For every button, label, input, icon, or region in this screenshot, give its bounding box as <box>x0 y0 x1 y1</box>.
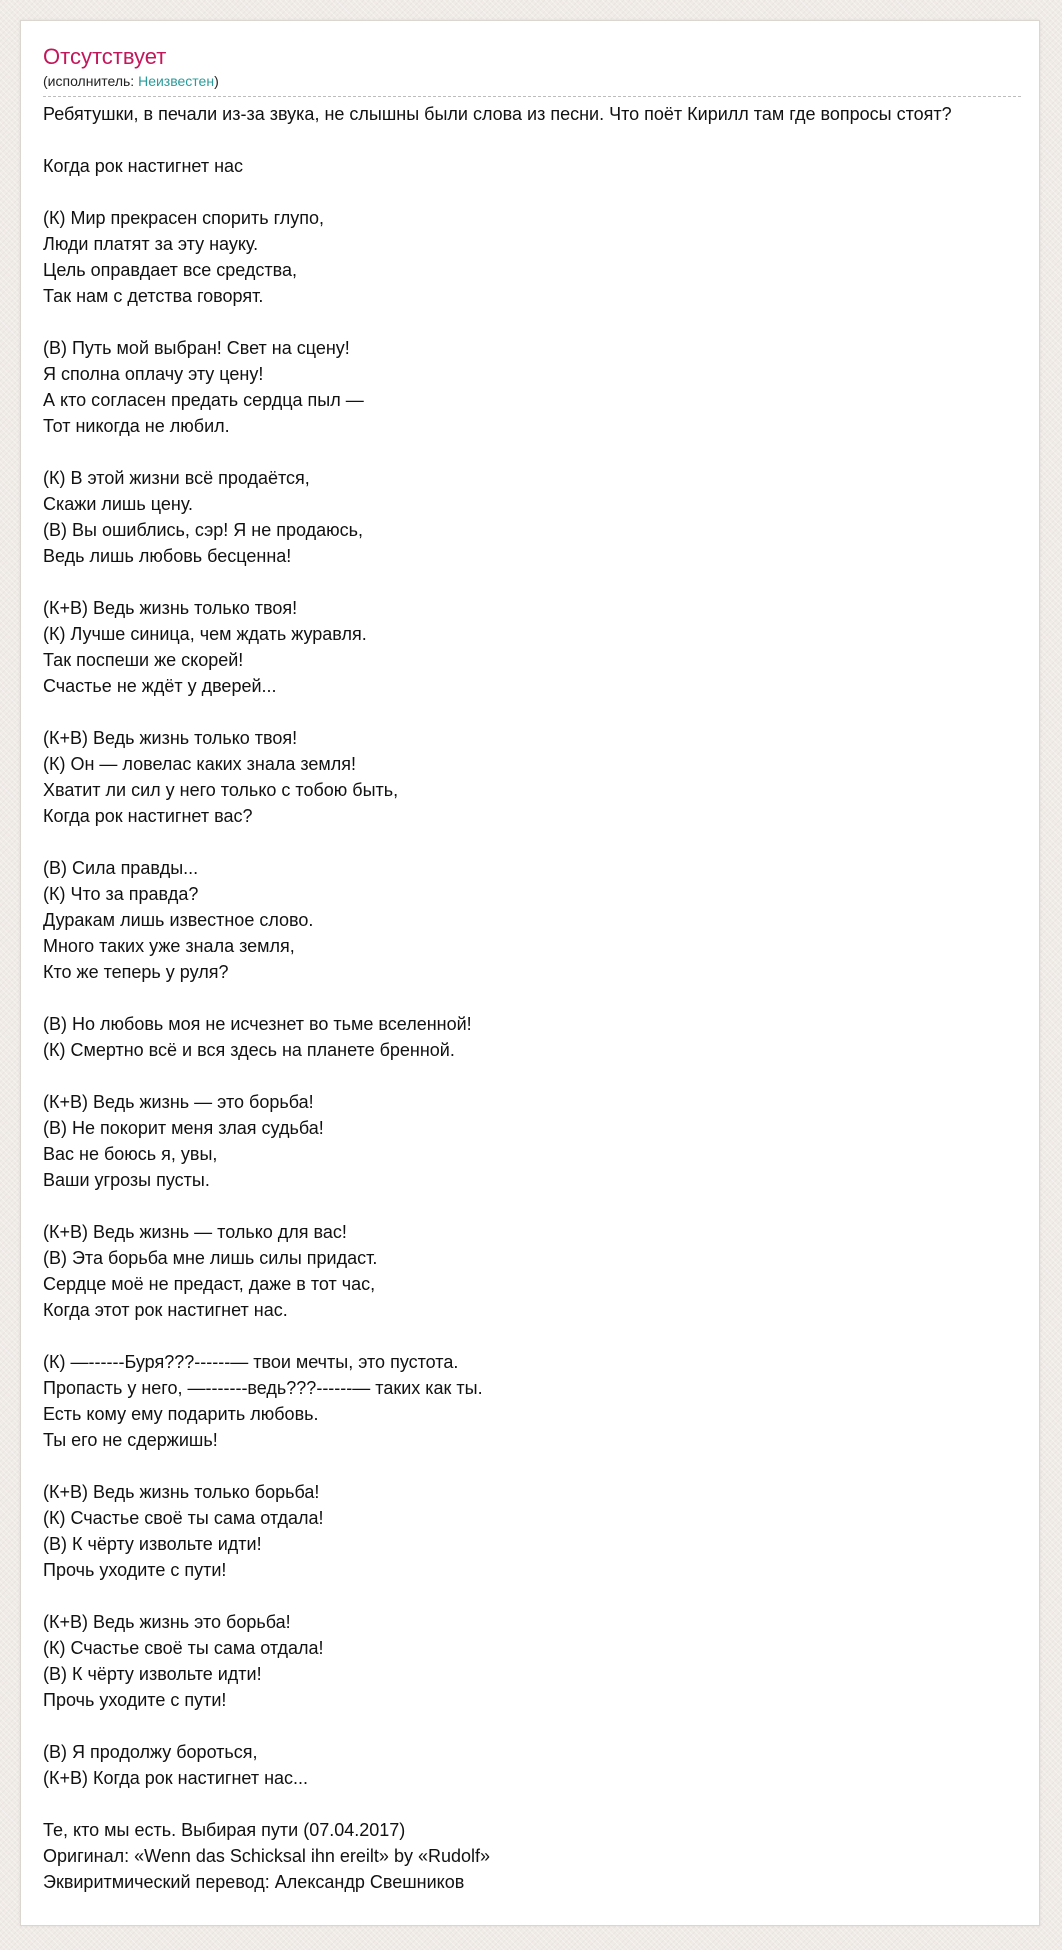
lyrics-text: Ребятушки, в печали из-за звука, не слышны были слова из песни. Что поёт Кирилл там где вопросы стоят? Когда рок настигнет нас (К) Мир прекрасен спорить глупо, Люди платят за эту науку. Цель оправдает все средства, Так нам с детства говорят. (В) Путь мой выбран! Свет на сцену! Я сполна оплачу эту цену! А кто согласен предать сердца пыл — Тот никогда не любил. (К) В этой жизни всё продаётся, Скажи лишь цену. (В) Вы ошиблись, сэр! Я не продаюсь, Ведь лишь любовь бесценна! (К+В) Ведь жизнь только твоя! (К) Лучше синица, чем ждать журавля. Так поспеши же скорей! Счастье не ждёт у дверей... (К+В) Ведь жизнь только твоя! (К) Он — ловелас каких знала земля! Хватит ли сил у него только с тобою быть, Когда рок настигнет вас? (В) Сила правды... (К) Что за правда? Дуракам лишь известное слово. Много таких уже знала земля, Кто же теперь у руля? (В) Но любовь моя не исчезнет во тьме вселенной! (К) Смертно всё и вся здесь на планете бренной. (К+В) Ведь жизнь — это борьба! (В) Не покорит меня злая судьба! Вас не боюсь я, увы, Ваши угрозы пусты. (К+В) Ведь жизнь — только для вас! (В) Эта борьба мне лишь силы придаст. Сердце моё не предаст, даже в тот час, Когда этот рок настигнет нас. (К) —------Буря???------— твои мечты, это пустота. Пропасть у него, —-------ведь???------— таких как ты. Есть кому ему подарить любовь. Ты его не сдержишь! (К+В) Ведь жизнь только борьба! (К) Счастье своё ты сама отдала! (В) К чёрту извольте идти! Прочь уходите с пути! (К+В) Ведь жизнь это борьба! (К) Счастье своё ты сама отдала! (В) К чёрту извольте идти! Прочь уходите с пути! (В) Я продолжу бороться, (К+В) Когда рок настигнет нас... Те, кто мы есть. Выбирая пути (07.04.2017) Оригинал: «Wenn das Schicksal ihn ereilt» by «Rudolf» Эквиритмический перевод: Александр Свешников <box>43 104 952 1892</box>
song-header <box>43 43 1021 97</box>
artist-link[interactable]: Неизвестен <box>138 73 215 89</box>
artist-suffix: ) <box>214 73 219 89</box>
song-title: Отсутствует <box>43 44 167 69</box>
artist-prefix: (исполнитель: <box>43 73 139 89</box>
artist-line <box>43 72 219 90</box>
lyrics-card <box>20 20 1040 1926</box>
